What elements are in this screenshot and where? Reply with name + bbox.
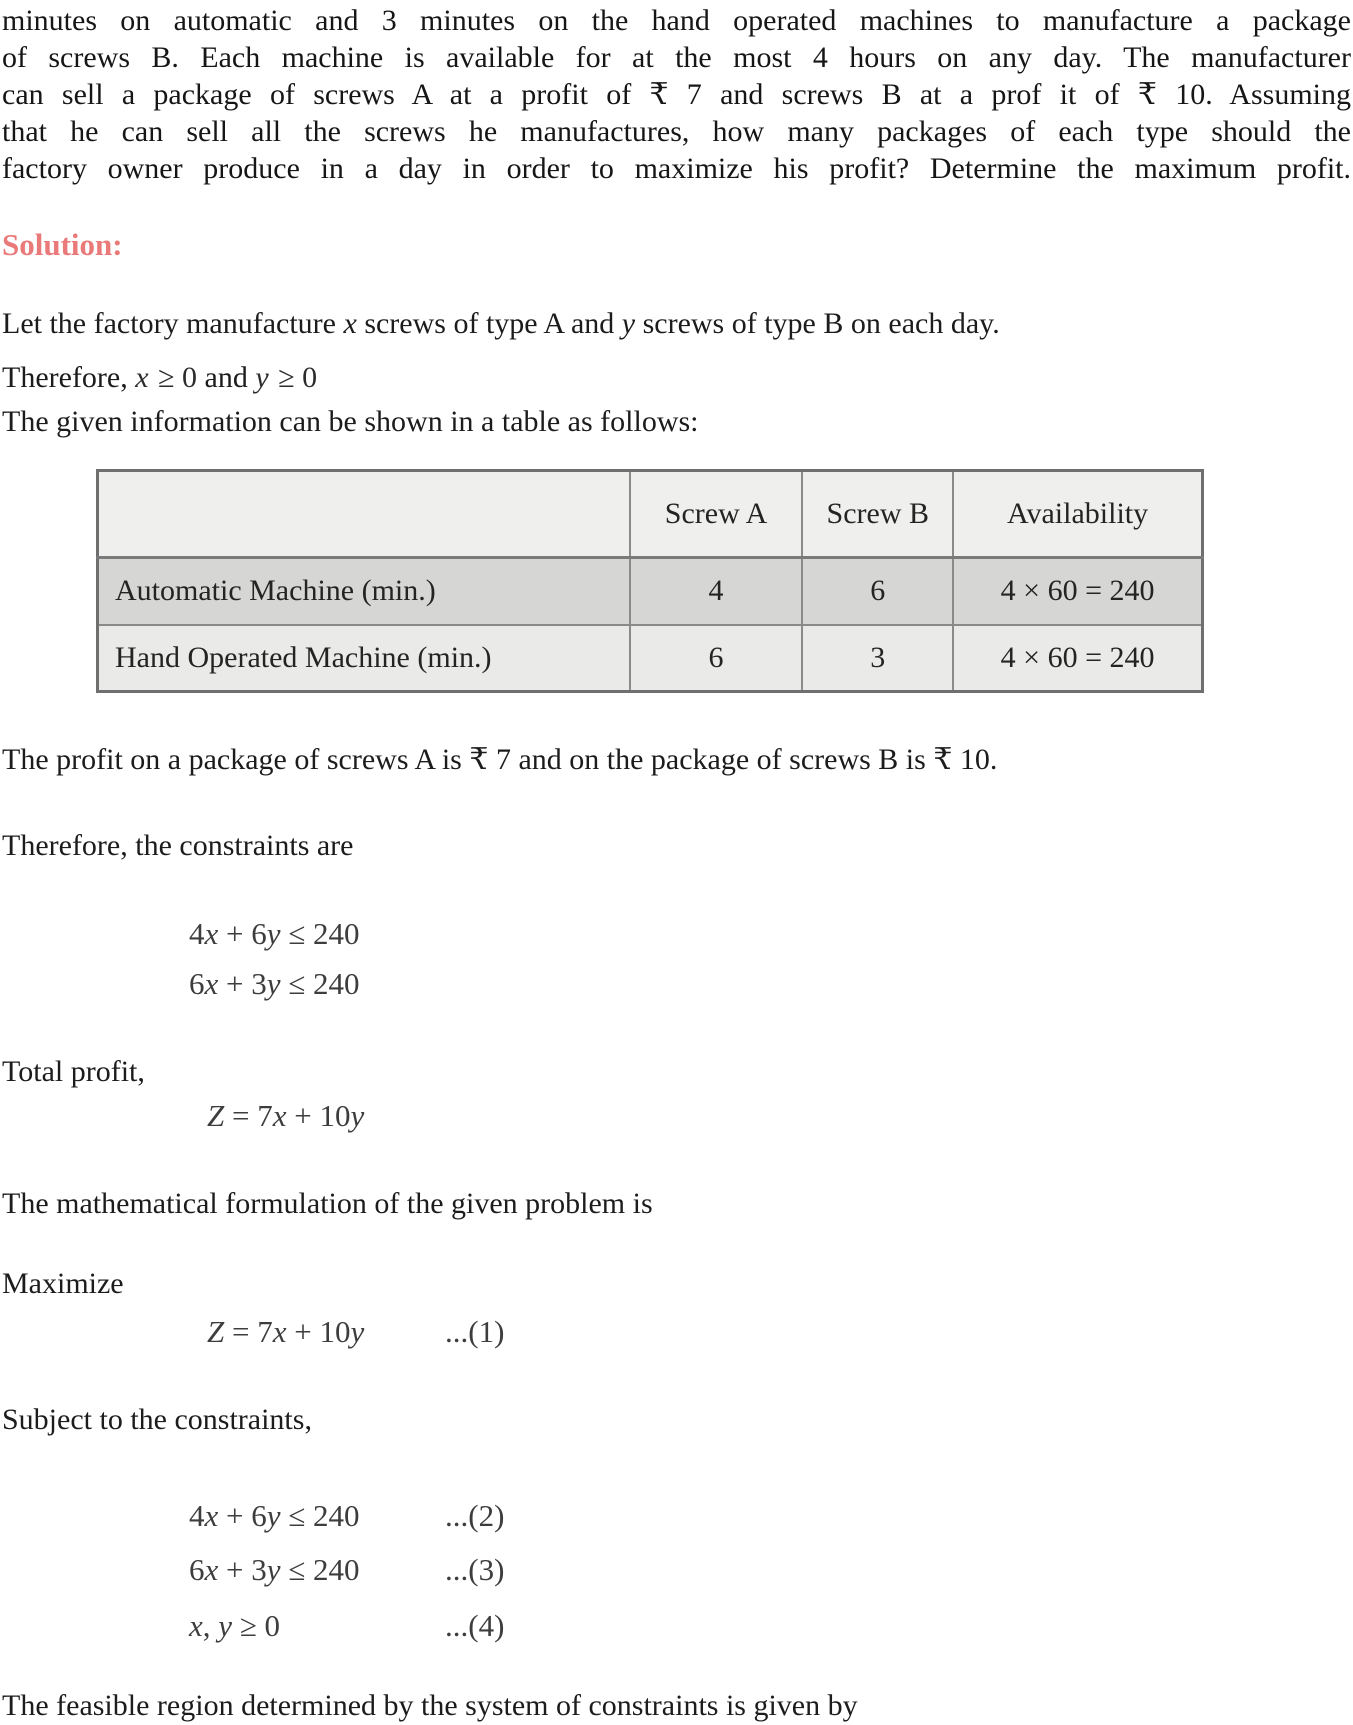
given-info-line: The given information can be shown in a table as follows:	[2, 405, 699, 438]
equation-number: ...(1)	[445, 1314, 505, 1349]
table-header-row	[98, 471, 1203, 558]
total-profit-label: Total profit,	[2, 1055, 145, 1088]
formulation-line: The mathematical formulation of the given problem is	[2, 1187, 653, 1220]
equation: Z = 7x + 10y	[207, 1314, 365, 1349]
cell-availability: 4 × 60 = 240	[953, 625, 1202, 692]
equation: 6x + 3y ≤ 240	[189, 966, 360, 1001]
equation: x, y ≥ 0	[189, 1608, 281, 1643]
solution-heading: Solution:	[2, 227, 123, 262]
equation-number: ...(2)	[445, 1498, 505, 1533]
subject-line: Subject to the constraints,	[2, 1403, 312, 1436]
text-segment: Therefore,	[2, 361, 136, 394]
table-row	[98, 625, 1203, 692]
equation: Z = 7x + 10y	[207, 1098, 365, 1133]
header-availability: Availability	[953, 471, 1202, 558]
profit-line: The profit on a package of screws A is ₹ 7 and on the package of screws B is ₹ 10.	[2, 743, 998, 776]
math-y-ge-0: y ≥ 0	[255, 361, 318, 394]
table-row	[98, 558, 1203, 625]
table-header	[98, 471, 1203, 558]
intro-line: that he can sell all the screws he manufactures, how many packages of each type should the	[2, 115, 1351, 148]
objective-equation-numbered	[207, 1311, 1351, 1353]
text-segment: screws of type A and	[356, 307, 622, 340]
objective-equation	[207, 1095, 1351, 1137]
text-segment: screws of type B on each day.	[635, 307, 1000, 340]
numbered-constraint-3	[189, 1549, 1351, 1591]
intro-line: of screws B. Each machine is available for at the most 4 hours on any day. The manufacturer	[2, 41, 1351, 74]
intro-line: factory owner produce in a day in order to maximize his profit? Determine the maximum profit.	[2, 152, 1351, 185]
header-blank	[98, 471, 630, 558]
math-var-x: x	[343, 307, 357, 340]
equation-number: ...(3)	[445, 1552, 505, 1587]
equation: 6x + 3y ≤ 240	[189, 1552, 360, 1587]
equation: 4x + 6y ≤ 240	[189, 916, 360, 951]
text-segment: Let the factory manufacture	[2, 307, 344, 340]
header-screw-a: Screw A	[630, 471, 803, 558]
machine-time-table	[96, 469, 1204, 693]
cell-availability: 4 × 60 = 240	[953, 558, 1202, 625]
text-segment: and	[197, 361, 256, 394]
constraint-equation-2	[189, 963, 1351, 1005]
constraints-intro-line: Therefore, the constraints are	[2, 829, 354, 862]
cell-value: 4	[630, 558, 803, 625]
row-label-hand-operated: Hand Operated Machine (min.)	[98, 625, 630, 692]
row-label-automatic: Automatic Machine (min.)	[98, 558, 630, 625]
cell-value: 3	[802, 625, 953, 692]
cell-value: 6	[802, 558, 953, 625]
feasible-region-line: The feasible region determined by the system of constraints is given by	[2, 1689, 858, 1722]
math-x-ge-0: x ≥ 0	[135, 361, 198, 394]
intro-paragraph	[2, 2, 1351, 187]
cell-value: 6	[630, 625, 803, 692]
numbered-constraint-2	[189, 1495, 1351, 1537]
intro-line: minutes on automatic and 3 minutes on the hand operated machines to manufacture a package	[2, 4, 1351, 37]
maximize-label: Maximize	[2, 1267, 124, 1300]
math-var-y: y	[621, 307, 636, 340]
header-screw-b: Screw B	[802, 471, 953, 558]
numbered-constraint-4	[189, 1605, 1351, 1647]
equation-number: ...(4)	[445, 1608, 505, 1643]
nonnegativity-line	[2, 359, 1351, 397]
equation: 4x + 6y ≤ 240	[189, 1498, 360, 1533]
constraint-equation-1	[189, 913, 1351, 955]
intro-line: can sell a package of screws A at a profit of ₹ 7 and screws B at a prof it of ₹ 10. Assuming	[2, 78, 1351, 111]
let-line	[2, 305, 1351, 343]
